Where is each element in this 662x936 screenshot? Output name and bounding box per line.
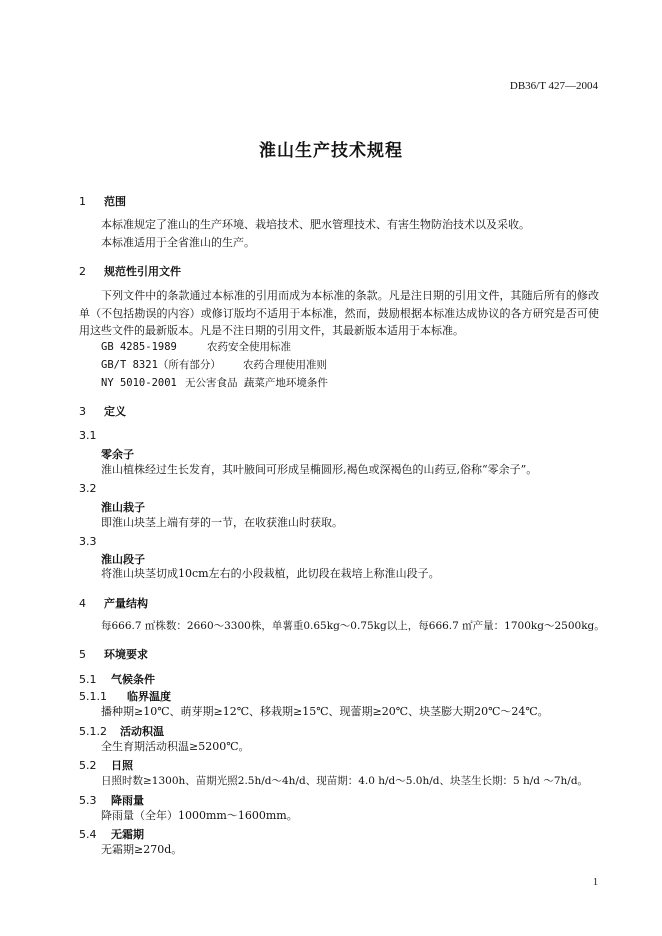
subsection-5-1-1-heading bbox=[79, 688, 171, 704]
definition-text: 将淮山块茎切成10cm左右的小段栽植，此切段在栽培上称淮山段子。 bbox=[101, 567, 440, 580]
section-2-heading bbox=[79, 263, 181, 279]
document-title: 淮山生产技术规程 bbox=[259, 141, 403, 161]
standard-code: DB36/T 427—2004 bbox=[509, 80, 598, 92]
section-number: 1 bbox=[79, 195, 86, 208]
subsection-title: 气候条件 bbox=[111, 673, 155, 686]
rainfall-text: 降雨量（全年）1000mm～1600mm。 bbox=[101, 809, 298, 822]
reference-code: GB/T 8321（所有部分） bbox=[101, 359, 221, 371]
definition-text: 即淮山块茎上端有芽的一节，在收获淮山时获取。 bbox=[101, 516, 343, 529]
reference-item bbox=[101, 340, 291, 354]
section-5-heading bbox=[79, 646, 148, 662]
subsection-number: 5.1 bbox=[79, 673, 97, 686]
section-number: 4 bbox=[79, 597, 86, 610]
section-1-heading bbox=[79, 193, 126, 209]
reference-name: 无公害食品 蔬菜产地环境条件 bbox=[185, 377, 328, 389]
accumulated-temperature-text: 全生育期活动积温≥5200℃。 bbox=[101, 740, 250, 753]
subsection-title: 无霜期 bbox=[111, 828, 144, 841]
subsection-5-2-heading bbox=[79, 757, 133, 773]
subsection-number: 5.4 bbox=[79, 828, 97, 841]
definition-number: 3.1 bbox=[79, 429, 97, 442]
subsection-title: 降雨量 bbox=[111, 794, 144, 807]
definition-term: 淮山栽子 bbox=[101, 501, 145, 514]
frost-free-text: 无霜期≥270d。 bbox=[101, 843, 183, 856]
section-number: 2 bbox=[79, 265, 86, 278]
critical-temperature-text: 播种期≥10℃、萌芽期≥12℃、移栽期≥15℃、现蕾期≥20℃、块茎膨大期20℃～24℃。 bbox=[101, 705, 549, 718]
scope-paragraph-1: 本标准规定了淮山的生产环境、栽培技术、肥水管理技术、有害生物防治技术以及采收。 bbox=[101, 218, 530, 231]
reference-name: 农药合理使用准则 bbox=[243, 359, 327, 371]
section-3-heading bbox=[79, 403, 126, 419]
sunshine-text: 日照时数≥1300h、苗期光照2.5h/d～4h/d、现苗期：4.0 h/d～5.0h/d、块茎生长期：5 h/d ～7h/d。 bbox=[101, 775, 589, 787]
definition-text: 淮山植株经过生长发育，其叶腋间可形成呈椭圆形,褐色或深褐色的山药豆,俗称“零余子”。 bbox=[101, 463, 538, 476]
reference-item bbox=[101, 358, 327, 372]
reference-code: NY 5010-2001 bbox=[101, 377, 177, 389]
subsection-title: 活动积温 bbox=[120, 725, 164, 738]
subsection-number: 5.1.1 bbox=[79, 690, 107, 703]
section-title: 范围 bbox=[104, 195, 126, 208]
definition-number: 3.2 bbox=[79, 482, 97, 495]
section-4-heading bbox=[79, 595, 148, 611]
subsection-title: 日照 bbox=[111, 759, 133, 772]
reference-name: 农药安全使用标准 bbox=[207, 341, 291, 353]
section-number: 3 bbox=[79, 405, 86, 418]
subsection-5-1-heading bbox=[79, 671, 155, 687]
section-title: 环境要求 bbox=[104, 648, 148, 661]
section-title: 规范性引用文件 bbox=[104, 265, 181, 278]
subsection-5-1-2-heading bbox=[79, 723, 164, 739]
definition-term: 零余子 bbox=[101, 448, 134, 461]
section-number: 5 bbox=[79, 648, 86, 661]
subsection-5-4-heading bbox=[79, 826, 144, 842]
reference-code: GB 4285-1989 bbox=[101, 341, 177, 353]
subsection-number: 5.1.2 bbox=[79, 725, 107, 738]
section-title: 定义 bbox=[104, 405, 126, 418]
definition-term: 淮山段子 bbox=[101, 553, 145, 566]
subsection-title: 临界温度 bbox=[127, 690, 171, 703]
yield-structure-text: 每666.7 ㎡株数：2660～3300株，单薯重0.65kg～0.75kg以上，每666.7 ㎡产量：1700kg～2500kg。 bbox=[101, 620, 605, 632]
subsection-number: 5.2 bbox=[79, 759, 97, 772]
scope-paragraph-2: 本标准适用于全省淮山的生产。 bbox=[101, 236, 255, 249]
page-number: 1 bbox=[593, 877, 598, 888]
section-title: 产量结构 bbox=[104, 597, 148, 610]
subsection-number: 5.3 bbox=[79, 794, 97, 807]
normative-references-paragraph: 下列文件中的条款通过本标准的引用而成为本标准的条款。凡是注日期的引用文件，其随后所有的修改单（不包括勘误的内容）或修订版均不适用于本标准，然而，鼓励根据本标准达成协议的各方研究是否可使用这些文件的最新版本。凡是不注日期的引用文件，其最新版本适用于本标准。 bbox=[79, 289, 599, 337]
definition-number: 3.3 bbox=[79, 535, 97, 548]
reference-item bbox=[101, 376, 328, 390]
subsection-5-3-heading bbox=[79, 792, 144, 808]
